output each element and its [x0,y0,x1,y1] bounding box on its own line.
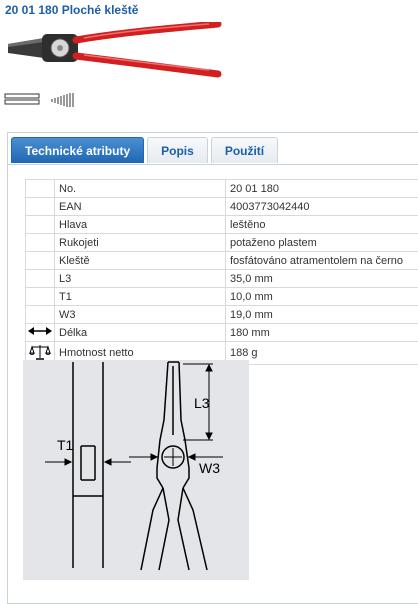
table-row [26,234,418,252]
attr-value: 188 g [226,342,418,365]
table-row [26,324,418,342]
attr-value: potaženo plastem [226,234,418,252]
attr-label: L3 [55,270,226,288]
table-row [26,252,418,270]
technical-drawing [23,360,249,580]
tab-description[interactable]: Popis [147,137,208,163]
tab-bar [11,137,278,165]
table-row [26,216,418,234]
l3-label: L3 [194,395,210,411]
table-row [26,288,418,306]
attr-label: No. [55,180,226,198]
attr-value: 19,0 mm [226,306,418,324]
attr-value: 180 mm [226,324,418,342]
tab-technical-attributes[interactable]: Technické atributy [11,137,144,163]
attr-label: W3 [55,306,226,324]
scale-icon [29,343,51,361]
attr-value: 35,0 mm [226,270,418,288]
t1-label: T1 [57,437,74,453]
attr-value: fosfátováno atramentolem na černo [226,252,418,270]
attr-value: leštěno [226,216,418,234]
tab-panel [7,132,418,604]
product-title: 20 01 180 Ploché kleště [5,3,138,17]
table-row [26,270,418,288]
attr-value: 10,0 mm [226,288,418,306]
tab-usage[interactable]: Použití [211,137,278,163]
attr-label: Délka [55,324,226,342]
table-row [26,306,418,324]
attributes-table [25,179,418,365]
attr-label: Hmotnost netto [55,342,226,365]
w3-label: W3 [199,460,220,476]
attr-value: 20 01 180 [226,180,418,198]
tab-divider [8,164,418,165]
attr-label: Kleště [55,252,226,270]
attr-label: Rukojeti [55,234,226,252]
length-arrow-icon [27,325,53,337]
attr-label: Hlava [55,216,226,234]
attr-value: 4003773042440 [226,198,418,216]
attr-label: EAN [55,198,226,216]
table-row [26,180,418,198]
table-row [26,198,418,216]
attr-label: T1 [55,288,226,306]
product-image [4,22,222,82]
jaw-profile-icons [4,90,94,108]
